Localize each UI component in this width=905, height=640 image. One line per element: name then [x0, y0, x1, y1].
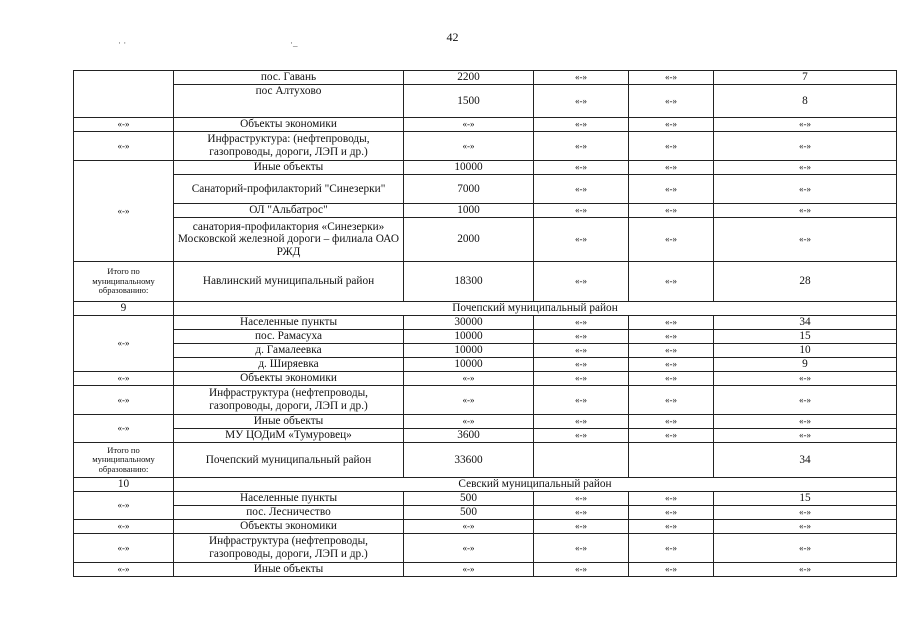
table-cell: «-»	[629, 358, 714, 372]
table-cell: «-»	[629, 344, 714, 358]
table-cell: 28	[714, 262, 897, 302]
table-cell: «-»	[534, 358, 629, 372]
table-cell: пос. Лесничество	[174, 506, 404, 520]
table-cell: 34	[714, 443, 897, 478]
table-cell: 15	[714, 492, 897, 506]
table-cell: 8	[714, 85, 897, 118]
table-cell: 2000	[404, 218, 534, 262]
table-cell: «-»	[534, 386, 629, 415]
table-row	[74, 563, 897, 577]
table-cell: «-»	[74, 118, 174, 132]
table-cell: «-»	[629, 118, 714, 132]
table-cell: 10	[74, 478, 174, 492]
table-cell: «-»	[714, 415, 897, 429]
table-cell: «-»	[714, 534, 897, 563]
table-cell: Инфраструктура (нефтепроводы, газопроводы, дороги, ЛЭП и др.)	[174, 386, 404, 415]
table-cell: «-»	[534, 262, 629, 302]
table-cell: Почепский муниципальный район	[174, 443, 404, 478]
table-cell: д. Ширяевка	[174, 358, 404, 372]
table-cell: «-»	[714, 520, 897, 534]
scan-mark: ·_	[290, 38, 298, 48]
table-row	[74, 302, 897, 316]
table-row	[74, 478, 897, 492]
table-cell: «-»	[629, 386, 714, 415]
table-cell: «-»	[534, 492, 629, 506]
table-cell: Инфраструктура (нефтепроводы, газопроводы, дороги, ЛЭП и др.)	[174, 534, 404, 563]
table-cell: Объекты экономики	[174, 372, 404, 386]
table-cell: Итого по муниципальному образованию:	[74, 443, 174, 478]
table-cell: «-»	[404, 372, 534, 386]
table-cell: «-»	[629, 520, 714, 534]
table-cell: «-»	[534, 204, 629, 218]
table-cell: «-»	[714, 132, 897, 161]
table-cell: 34	[714, 316, 897, 330]
table-cell: 500	[404, 492, 534, 506]
table-cell: 3600	[404, 429, 534, 443]
table-cell: 10000	[404, 330, 534, 344]
table-row	[74, 204, 897, 218]
table-cell: «-»	[74, 372, 174, 386]
table-cell: «-»	[534, 161, 629, 175]
table-cell: «-»	[714, 429, 897, 443]
table-cell: «-»	[629, 415, 714, 429]
table-cell: «-»	[714, 118, 897, 132]
table-cell: «-»	[74, 132, 174, 161]
table-row	[74, 118, 897, 132]
table-cell: «-»	[534, 415, 629, 429]
table-cell: «-»	[404, 386, 534, 415]
scan-mark: · ·	[118, 38, 127, 48]
table-cell: 10000	[404, 358, 534, 372]
table-cell: «-»	[404, 415, 534, 429]
table-cell: «-»	[74, 415, 174, 443]
table-cell: «-»	[534, 534, 629, 563]
table-row	[74, 429, 897, 443]
table-cell: Инфраструктура: (нефтепроводы, газопроводы, дороги, ЛЭП и др.)	[174, 132, 404, 161]
table-cell: 10000	[404, 161, 534, 175]
table-cell: «-»	[629, 372, 714, 386]
table-row	[74, 262, 897, 302]
table-cell: Иные объекты	[174, 563, 404, 577]
table-cell: «-»	[629, 218, 714, 262]
table-cell: «-»	[629, 316, 714, 330]
table-cell: «-»	[534, 218, 629, 262]
table-cell: «-»	[74, 492, 174, 520]
table-cell: пос. Рамасуха	[174, 330, 404, 344]
table-cell: 10	[714, 344, 897, 358]
table-cell: «-»	[534, 71, 629, 85]
table-row	[74, 344, 897, 358]
table-cell: «-»	[714, 386, 897, 415]
table-cell: «-»	[534, 344, 629, 358]
table-cell: 1500	[404, 85, 534, 118]
table-cell: 2200	[404, 71, 534, 85]
table-cell: «-»	[629, 204, 714, 218]
table-cell: «-»	[714, 175, 897, 204]
table-cell	[534, 443, 629, 478]
table-cell: Объекты экономики	[174, 520, 404, 534]
table-row	[74, 71, 897, 85]
table-row	[74, 175, 897, 204]
table-cell: «-»	[714, 563, 897, 577]
table-cell: Населенные пункты	[174, 316, 404, 330]
table-cell: д. Гамалеевка	[174, 344, 404, 358]
table-cell: «-»	[404, 118, 534, 132]
table-cell: Населенные пункты	[174, 492, 404, 506]
table-cell: 7000	[404, 175, 534, 204]
table-cell: «-»	[74, 563, 174, 577]
table-cell: 1000	[404, 204, 534, 218]
table-cell: Навлинский муниципальный район	[174, 262, 404, 302]
table-cell: «-»	[629, 563, 714, 577]
table-row	[74, 316, 897, 330]
table-cell: «-»	[629, 175, 714, 204]
table-cell: «-»	[534, 132, 629, 161]
table-cell: «-»	[534, 429, 629, 443]
table-row	[74, 218, 897, 262]
table-cell: «-»	[714, 506, 897, 520]
table-cell: «-»	[404, 132, 534, 161]
table-cell: «-»	[74, 316, 174, 372]
table-cell: «-»	[629, 492, 714, 506]
table-cell: «-»	[629, 85, 714, 118]
table-cell: пос Алтухово	[174, 85, 404, 118]
table-row	[74, 372, 897, 386]
table-cell: Объекты экономики	[174, 118, 404, 132]
table-cell: «-»	[629, 71, 714, 85]
table-cell: «-»	[629, 132, 714, 161]
table-cell: «-»	[714, 204, 897, 218]
table-cell: Иные объекты	[174, 415, 404, 429]
table-cell: «-»	[74, 520, 174, 534]
table-cell: «-»	[534, 118, 629, 132]
table-row	[74, 386, 897, 415]
table-row	[74, 358, 897, 372]
table-row	[74, 85, 897, 118]
table-cell	[74, 71, 174, 118]
table-cell: «-»	[534, 372, 629, 386]
table-cell: «-»	[629, 429, 714, 443]
table-body	[74, 71, 897, 577]
table-cell: «-»	[629, 534, 714, 563]
table-cell: Почепский муниципальный район	[174, 302, 897, 316]
table-cell: Итого по муниципальному образованию:	[74, 262, 174, 302]
table-cell	[629, 443, 714, 478]
table-cell: «-»	[714, 372, 897, 386]
page-number: 42	[446, 30, 459, 44]
table-cell: Иные объекты	[174, 161, 404, 175]
table-row	[74, 443, 897, 478]
table-row	[74, 415, 897, 429]
table-cell: «-»	[714, 161, 897, 175]
table-cell: 9	[714, 358, 897, 372]
table-cell: «-»	[629, 262, 714, 302]
table-cell: 18300	[404, 262, 534, 302]
table-row	[74, 161, 897, 175]
table-row	[74, 330, 897, 344]
table-row	[74, 492, 897, 506]
table-cell: «-»	[714, 218, 897, 262]
table-cell: «-»	[629, 161, 714, 175]
table-cell: «-»	[534, 175, 629, 204]
table-row	[74, 520, 897, 534]
table-cell: «-»	[404, 520, 534, 534]
table-cell: санатория-профилактория «Синезерки» Московской железной дороги – филиала ОАО РЖД	[174, 218, 404, 262]
table-cell: 9	[74, 302, 174, 316]
table-cell: 10000	[404, 344, 534, 358]
table-cell: «-»	[629, 330, 714, 344]
table-cell: пос. Гавань	[174, 71, 404, 85]
table-cell: «-»	[534, 506, 629, 520]
table-cell: «-»	[74, 161, 174, 262]
data-table	[73, 70, 897, 577]
table-cell: «-»	[534, 316, 629, 330]
table-cell: ОЛ "Альбатрос"	[174, 204, 404, 218]
table-row	[74, 506, 897, 520]
table-cell: «-»	[629, 506, 714, 520]
table-row	[74, 534, 897, 563]
table-cell: «-»	[534, 520, 629, 534]
table-cell: «-»	[534, 85, 629, 118]
table-cell: «-»	[534, 330, 629, 344]
table-cell: 7	[714, 71, 897, 85]
table-row	[74, 132, 897, 161]
table-cell: Севский муниципальный район	[174, 478, 897, 492]
table-cell: 500	[404, 506, 534, 520]
table-cell: 30000	[404, 316, 534, 330]
table-cell: «-»	[404, 534, 534, 563]
table-cell: «-»	[74, 534, 174, 563]
table-cell: 33600	[404, 443, 534, 478]
table-cell: Санаторий-профилакторий "Синезерки"	[174, 175, 404, 204]
table-cell: «-»	[534, 563, 629, 577]
table-cell: МУ ЦОДиМ «Тумуровец»	[174, 429, 404, 443]
table-cell: 15	[714, 330, 897, 344]
table-cell: «-»	[404, 563, 534, 577]
table-cell: «-»	[74, 386, 174, 415]
